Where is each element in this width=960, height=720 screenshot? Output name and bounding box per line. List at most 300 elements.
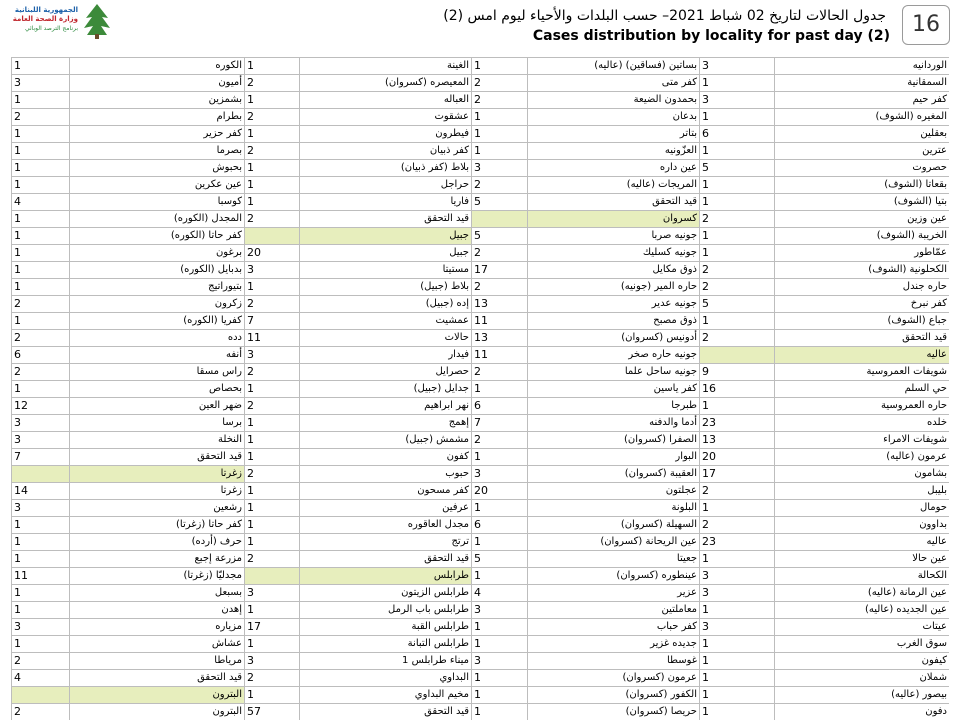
table-row	[12, 126, 950, 143]
table-row	[12, 653, 950, 670]
locality-name-cell: عشقوت	[300, 109, 472, 126]
case-count-cell: 2	[245, 75, 300, 92]
case-count-cell: 4	[472, 585, 528, 602]
locality-name-cell: قيد التحقق	[300, 211, 472, 228]
locality-name-cell: عين وزين	[775, 211, 950, 228]
locality-name-cell: كوسبا	[70, 194, 245, 211]
locality-name-cell: العقيبة (كسروان)	[528, 466, 700, 483]
locality-name-cell: عمشيت	[300, 313, 472, 330]
case-count-cell: 2	[472, 75, 528, 92]
case-count-cell: 1	[472, 109, 528, 126]
table-row	[12, 704, 950, 720]
locality-name-cell: أميون	[70, 75, 245, 92]
locality-name-cell: بحمدون الضيعة	[528, 92, 700, 109]
locality-name-cell: زغرتا	[70, 483, 245, 500]
district-header-cell: عاليه	[775, 347, 950, 364]
locality-name-cell: حرف (أرده)	[70, 534, 245, 551]
logo-line-republic: الجمهورية اللبنانية	[14, 6, 78, 14]
locality-name-cell: بتيوراتيج	[70, 279, 245, 296]
case-count-cell: 17	[700, 466, 775, 483]
locality-name-cell: مستيتا	[300, 262, 472, 279]
case-count-cell: 1	[12, 92, 70, 109]
case-count-cell: 2	[245, 364, 300, 381]
district-header-cell: البترون	[70, 687, 245, 704]
cases-table-body	[12, 58, 950, 720]
case-count-cell: 3	[700, 92, 775, 109]
locality-name-cell: قيد التحقق	[528, 194, 700, 211]
case-count-cell: 17	[472, 262, 528, 279]
locality-name-cell: حريصا (كسروان)	[528, 704, 700, 720]
locality-name-cell: المجدل (الكوره)	[70, 211, 245, 228]
locality-name-cell: جدايل (جبيل)	[300, 381, 472, 398]
case-count-cell: 2	[12, 364, 70, 381]
case-count-cell: 20	[700, 449, 775, 466]
case-count-cell: 5	[700, 296, 775, 313]
locality-name-cell: عين عكرين	[70, 177, 245, 194]
locality-name-cell: الغينة	[300, 58, 472, 75]
logo-line-ministry: وزارة الصحة العامة	[12, 15, 78, 23]
locality-name-cell: بصرما	[70, 143, 245, 160]
case-count-cell: 1	[700, 313, 775, 330]
case-count-cell	[12, 466, 70, 483]
case-count-cell: 7	[12, 449, 70, 466]
locality-name-cell: عترين	[775, 143, 950, 160]
case-count-cell: 6	[472, 398, 528, 415]
case-count-cell	[245, 568, 300, 585]
locality-name-cell: عين الرمانة (عاليه)	[775, 585, 950, 602]
case-count-cell	[245, 228, 300, 245]
locality-name-cell: إهمج	[300, 415, 472, 432]
locality-name-cell: برغون	[70, 245, 245, 262]
case-count-cell: 2	[245, 296, 300, 313]
locality-name-cell: زكرون	[70, 296, 245, 313]
table-row	[12, 398, 950, 415]
case-count-cell: 11	[472, 313, 528, 330]
case-count-cell: 3	[245, 585, 300, 602]
locality-name-cell: مزياره	[70, 619, 245, 636]
locality-name-cell: جونيه حاره صخر	[528, 347, 700, 364]
case-count-cell: 13	[472, 330, 528, 347]
locality-name-cell: طرابلس التبانة	[300, 636, 472, 653]
case-count-cell: 2	[472, 432, 528, 449]
case-count-cell: 7	[472, 415, 528, 432]
case-count-cell: 9	[700, 364, 775, 381]
case-count-cell: 3	[12, 75, 70, 92]
case-count-cell: 2	[700, 517, 775, 534]
case-count-cell: 1	[472, 687, 528, 704]
page-header	[0, 0, 960, 56]
case-count-cell: 1	[12, 160, 70, 177]
case-count-cell	[12, 687, 70, 704]
locality-name-cell: جونيه صربا	[528, 228, 700, 245]
cases-table-container	[11, 57, 949, 720]
table-row	[12, 602, 950, 619]
locality-name-cell: كفر ياسين	[528, 381, 700, 398]
case-count-cell: 12	[12, 398, 70, 415]
case-count-cell: 1	[245, 449, 300, 466]
case-count-cell: 6	[12, 347, 70, 364]
locality-name-cell: عرمون (كسروان)	[528, 670, 700, 687]
table-row	[12, 534, 950, 551]
case-count-cell: 1	[12, 126, 70, 143]
table-row	[12, 313, 950, 330]
case-count-cell: 6	[700, 126, 775, 143]
locality-name-cell: حصروت	[775, 160, 950, 177]
locality-name-cell: ذوق مصبح	[528, 313, 700, 330]
case-count-cell: 1	[700, 500, 775, 517]
locality-name-cell: الكحالة	[775, 568, 950, 585]
case-count-cell: 23	[700, 534, 775, 551]
table-row	[12, 245, 950, 262]
locality-name-cell: كفر حيم	[775, 92, 950, 109]
locality-name-cell: فاريا	[300, 194, 472, 211]
locality-name-cell: بحصاص	[70, 381, 245, 398]
locality-name-cell: عينطوره (كسروان)	[528, 568, 700, 585]
table-row	[12, 415, 950, 432]
case-count-cell: 7	[245, 313, 300, 330]
locality-name-cell: البوار	[528, 449, 700, 466]
case-count-cell: 2	[245, 143, 300, 160]
locality-name-cell: شملان	[775, 670, 950, 687]
locality-name-cell: بتاتر	[528, 126, 700, 143]
locality-name-cell: ترتج	[300, 534, 472, 551]
locality-name-cell: كفر حاتا (زغرتا)	[70, 517, 245, 534]
locality-name-cell: عاليه	[775, 534, 950, 551]
table-row	[12, 92, 950, 109]
title-english: Cases distribution by locality for past day (2)	[532, 28, 890, 44]
case-count-cell: 5	[472, 551, 528, 568]
case-count-cell: 1	[12, 228, 70, 245]
locality-name-cell: عين حالا	[775, 551, 950, 568]
case-count-cell: 3	[472, 160, 528, 177]
case-count-cell: 1	[700, 177, 775, 194]
case-count-cell: 3	[700, 58, 775, 75]
case-count-cell: 1	[700, 143, 775, 160]
cases-by-locality-table	[11, 57, 949, 720]
case-count-cell: 11	[472, 347, 528, 364]
locality-name-cell: عين الريحانة (كسروان)	[528, 534, 700, 551]
case-count-cell: 1	[245, 92, 300, 109]
locality-name-cell: طرابلس الزيتون	[300, 585, 472, 602]
locality-name-cell: مزرعة إجبع	[70, 551, 245, 568]
locality-name-cell: جونيه كسليك	[528, 245, 700, 262]
case-count-cell: 1	[245, 177, 300, 194]
case-count-cell: 2	[245, 109, 300, 126]
case-count-cell: 2	[472, 279, 528, 296]
case-count-cell: 5	[472, 228, 528, 245]
locality-name-cell: بحبوش	[70, 160, 245, 177]
case-count-cell: 1	[245, 687, 300, 704]
locality-name-cell: أنفه	[70, 347, 245, 364]
table-row	[12, 330, 950, 347]
table-row	[12, 500, 950, 517]
locality-name-cell: الوردانيه	[775, 58, 950, 75]
locality-name-cell: راس مسقا	[70, 364, 245, 381]
case-count-cell: 1	[700, 636, 775, 653]
case-count-cell: 1	[472, 143, 528, 160]
district-header-cell: كسروان	[528, 211, 700, 228]
locality-name-cell: نهر ابراهيم	[300, 398, 472, 415]
table-row	[12, 619, 950, 636]
locality-name-cell: بساتين (فساقين) (عاليه)	[528, 58, 700, 75]
case-count-cell: 1	[12, 177, 70, 194]
locality-name-cell: حبوب	[300, 466, 472, 483]
case-count-cell: 2	[245, 670, 300, 687]
locality-name-cell: كيفون	[775, 653, 950, 670]
locality-name-cell: عزير	[528, 585, 700, 602]
locality-name-cell: سوق الغرب	[775, 636, 950, 653]
case-count-cell: 1	[700, 551, 775, 568]
locality-name-cell: قيد التحقق	[70, 449, 245, 466]
case-count-cell: 2	[12, 109, 70, 126]
case-count-cell: 1	[472, 500, 528, 517]
case-count-cell	[472, 211, 528, 228]
locality-name-cell: حراجل	[300, 177, 472, 194]
locality-name-cell: العباله	[300, 92, 472, 109]
table-row	[12, 160, 950, 177]
case-count-cell: 3	[12, 432, 70, 449]
case-count-cell: 2	[245, 466, 300, 483]
locality-name-cell: عين داره	[528, 160, 700, 177]
case-count-cell: 1	[472, 619, 528, 636]
locality-name-cell: إده (جبيل)	[300, 296, 472, 313]
locality-name-cell: أدما والدفنه	[528, 415, 700, 432]
district-header-cell: زغرتا	[70, 466, 245, 483]
locality-name-cell: بشمزين	[70, 92, 245, 109]
table-row	[12, 262, 950, 279]
case-count-cell	[700, 347, 775, 364]
locality-name-cell: بتيا (الشوف)	[775, 194, 950, 211]
case-count-cell: 1	[700, 670, 775, 687]
locality-name-cell: عجلتون	[528, 483, 700, 500]
case-count-cell: 1	[12, 585, 70, 602]
logo-line-program: برنامج الترصد الوبائي	[24, 25, 78, 32]
table-row	[12, 551, 950, 568]
case-count-cell: 1	[12, 602, 70, 619]
locality-name-cell: حاره المير (جونيه)	[528, 279, 700, 296]
locality-name-cell: بلاط (كفر ذبيان)	[300, 160, 472, 177]
table-row	[12, 517, 950, 534]
locality-name-cell: السهيلة (كسروان)	[528, 517, 700, 534]
locality-name-cell: ذوق مكايل	[528, 262, 700, 279]
locality-name-cell: بيصور (عاليه)	[775, 687, 950, 704]
locality-name-cell: البلونة	[528, 500, 700, 517]
locality-name-cell: كفريا (الكوره)	[70, 313, 245, 330]
table-row	[12, 296, 950, 313]
case-count-cell: 2	[12, 330, 70, 347]
table-row	[12, 670, 950, 687]
locality-name-cell: مشمش (جبيل)	[300, 432, 472, 449]
district-header-cell: جبيل	[300, 228, 472, 245]
locality-name-cell: بلاط (جبيل)	[300, 279, 472, 296]
case-count-cell: 2	[700, 279, 775, 296]
locality-name-cell: بداوون	[775, 517, 950, 534]
table-row	[12, 211, 950, 228]
locality-name-cell: جونيه ساحل علما	[528, 364, 700, 381]
table-row	[12, 466, 950, 483]
locality-name-cell: المغيره (الشوف)	[775, 109, 950, 126]
case-count-cell: 1	[700, 245, 775, 262]
cedar-tree-icon	[82, 2, 112, 40]
table-row	[12, 432, 950, 449]
case-count-cell: 1	[700, 228, 775, 245]
table-row	[12, 381, 950, 398]
case-count-cell: 2	[700, 211, 775, 228]
locality-name-cell: قيد التحقق	[70, 670, 245, 687]
table-row	[12, 568, 950, 585]
ministry-logo	[8, 2, 118, 42]
locality-name-cell: رشعين	[70, 500, 245, 517]
title-arabic: جدول الحالات لتاريخ 02 شباط 2021– حسب البلدات والأحياء ليوم امس (2)	[443, 8, 886, 24]
locality-name-cell: السمقانية	[775, 75, 950, 92]
locality-name-cell: البداوي	[300, 670, 472, 687]
locality-name-cell: كفر حباب	[528, 619, 700, 636]
case-count-cell: 3	[700, 619, 775, 636]
case-count-cell: 1	[245, 160, 300, 177]
case-count-cell: 3	[245, 262, 300, 279]
locality-name-cell: كفر حزير	[70, 126, 245, 143]
case-count-cell: 2	[700, 330, 775, 347]
case-count-cell: 11	[12, 568, 70, 585]
locality-name-cell: بدبايل (الكوره)	[70, 262, 245, 279]
locality-name-cell: جونيه عدير	[528, 296, 700, 313]
case-count-cell: 1	[12, 245, 70, 262]
locality-name-cell: برسا	[70, 415, 245, 432]
locality-name-cell: الصفرا (كسروان)	[528, 432, 700, 449]
locality-name-cell: كفر حاتا (الكوره)	[70, 228, 245, 245]
case-count-cell: 1	[700, 398, 775, 415]
case-count-cell: 2	[245, 211, 300, 228]
locality-name-cell: ضهر العين	[70, 398, 245, 415]
case-count-cell: 1	[472, 381, 528, 398]
case-count-cell: 1	[245, 636, 300, 653]
locality-name-cell: جباع (الشوف)	[775, 313, 950, 330]
case-count-cell: 2	[472, 177, 528, 194]
table-row	[12, 636, 950, 653]
locality-name-cell: مجدل العاقوره	[300, 517, 472, 534]
case-count-cell: 1	[700, 704, 775, 720]
case-count-cell: 1	[12, 381, 70, 398]
locality-name-cell: حومال	[775, 500, 950, 517]
case-count-cell: 1	[245, 194, 300, 211]
table-row	[12, 347, 950, 364]
case-count-cell: 1	[12, 636, 70, 653]
locality-name-cell: البترون	[70, 704, 245, 720]
locality-name-cell: بدعان	[528, 109, 700, 126]
case-count-cell: 1	[12, 517, 70, 534]
table-row	[12, 449, 950, 466]
case-count-cell: 1	[700, 687, 775, 704]
case-count-cell: 2	[12, 653, 70, 670]
locality-name-cell: مرياطا	[70, 653, 245, 670]
case-count-cell: 2	[245, 551, 300, 568]
table-row	[12, 143, 950, 160]
case-count-cell: 5	[700, 160, 775, 177]
locality-name-cell: شويفات الامراء	[775, 432, 950, 449]
locality-name-cell: الكفور (كسروان)	[528, 687, 700, 704]
locality-name-cell: حاره جندل	[775, 279, 950, 296]
locality-name-cell: حصرايل	[300, 364, 472, 381]
ministry-logo-text	[10, 6, 78, 33]
case-count-cell: 2	[472, 92, 528, 109]
locality-name-cell: بطرام	[70, 109, 245, 126]
locality-name-cell: المعيصره (كسروان)	[300, 75, 472, 92]
locality-name-cell: جديده غزير	[528, 636, 700, 653]
locality-name-cell: بليبل	[775, 483, 950, 500]
locality-name-cell: بقعاتا (الشوف)	[775, 177, 950, 194]
case-count-cell: 13	[472, 296, 528, 313]
case-count-cell: 1	[472, 704, 528, 720]
case-count-cell: 1	[12, 534, 70, 551]
table-row	[12, 194, 950, 211]
locality-name-cell: عرفين	[300, 500, 472, 517]
locality-name-cell: قيد التحقق	[775, 330, 950, 347]
locality-name-cell: بشامون	[775, 466, 950, 483]
case-count-cell: 1	[12, 211, 70, 228]
locality-name-cell: عيتات	[775, 619, 950, 636]
case-count-cell: 2	[12, 296, 70, 313]
locality-name-cell: عشاش	[70, 636, 245, 653]
case-count-cell: 1	[12, 143, 70, 160]
locality-name-cell: النخلة	[70, 432, 245, 449]
case-count-cell: 1	[700, 602, 775, 619]
table-row	[12, 364, 950, 381]
case-count-cell: 2	[12, 704, 70, 720]
locality-name-cell: حي السلم	[775, 381, 950, 398]
case-count-cell: 23	[700, 415, 775, 432]
case-count-cell: 13	[700, 432, 775, 449]
locality-name-cell: جبيل	[300, 245, 472, 262]
locality-name-cell: شويفات العمروسية	[775, 364, 950, 381]
case-count-cell: 1	[472, 636, 528, 653]
district-header-cell: طرابلس	[300, 568, 472, 585]
case-count-cell: 3	[472, 653, 528, 670]
locality-name-cell: عمّاطور	[775, 245, 950, 262]
case-count-cell: 1	[12, 262, 70, 279]
case-count-cell: 3	[12, 500, 70, 517]
case-count-cell: 3	[245, 347, 300, 364]
locality-name-cell: طرابلس باب الرمل	[300, 602, 472, 619]
table-row	[12, 177, 950, 194]
case-count-cell: 16	[700, 381, 775, 398]
case-count-cell: 1	[245, 126, 300, 143]
case-count-cell: 3	[700, 585, 775, 602]
case-count-cell: 1	[472, 126, 528, 143]
locality-name-cell: فيدار	[300, 347, 472, 364]
locality-name-cell: حاره العمروسية	[775, 398, 950, 415]
case-count-cell: 1	[472, 449, 528, 466]
case-count-cell: 1	[12, 313, 70, 330]
table-row	[12, 483, 950, 500]
case-count-cell: 20	[472, 483, 528, 500]
locality-name-cell: طرابلس القبة	[300, 619, 472, 636]
case-count-cell: 1	[700, 194, 775, 211]
case-count-cell: 2	[700, 483, 775, 500]
case-count-cell: 3	[245, 653, 300, 670]
locality-name-cell: كفر نبرخ	[775, 296, 950, 313]
case-count-cell: 3	[700, 568, 775, 585]
case-count-cell: 1	[472, 568, 528, 585]
locality-name-cell: دده	[70, 330, 245, 347]
locality-name-cell: غوسطا	[528, 653, 700, 670]
case-count-cell: 1	[245, 602, 300, 619]
table-row	[12, 58, 950, 75]
locality-name-cell: جعيتا	[528, 551, 700, 568]
case-count-cell: 6	[472, 517, 528, 534]
case-count-cell: 1	[245, 517, 300, 534]
table-row	[12, 279, 950, 296]
table-row	[12, 585, 950, 602]
